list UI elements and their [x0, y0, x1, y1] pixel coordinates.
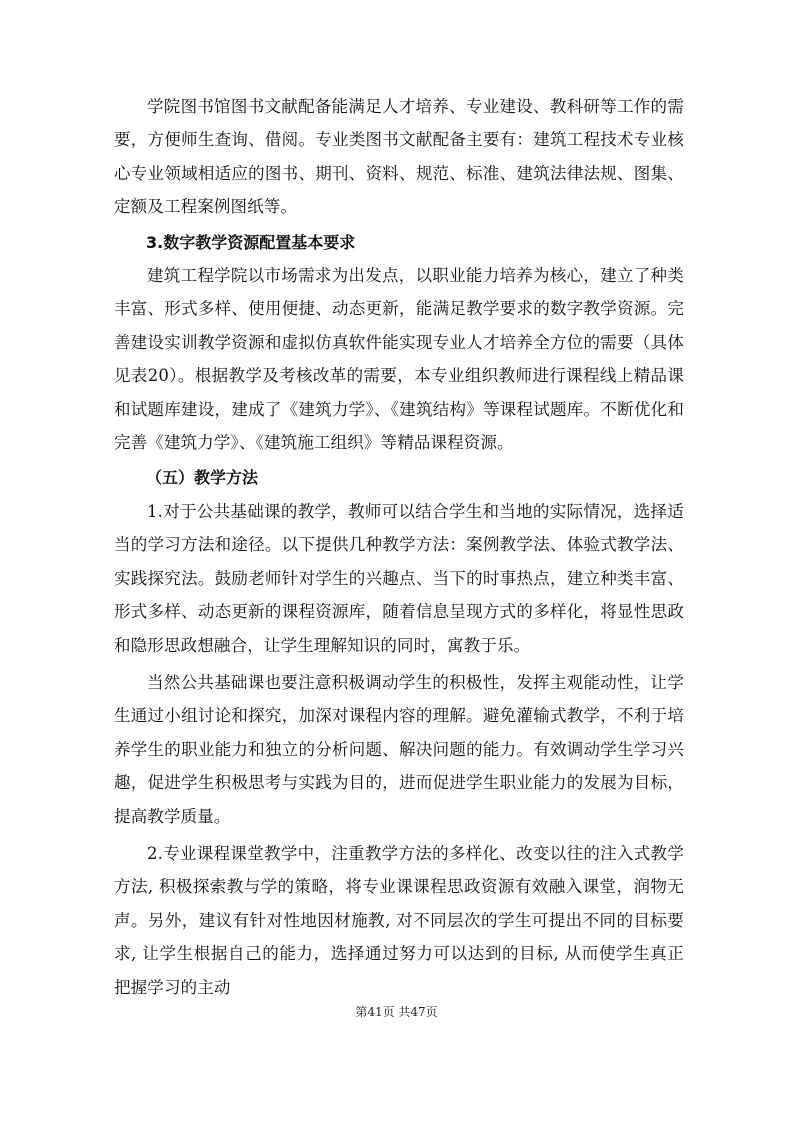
paragraph-digital-resources: 建筑工程学院以市场需求为出发点，以职业能力培养为核心，建立了种类丰富、形式多样、使用便捷、动态更新，能满足教学要求的数字教学资源。完善建设实训教学资源和虚拟仿真软件能实现专业人才培养全方位的需要（具体见表20）。根据教学及考核改革的需要，本专业组织教师进行课程线上精品课和试题库建设，建成了《建筑力学》、《建筑结构》等课程试题库。不断优化和完善《建筑力学》、《建筑施工组织》等精品课程资源。	[114, 266, 684, 453]
heading-digital-resources: 3.数字教学资源配置基本要求	[146, 232, 356, 252]
heading-teaching-methods: （五）教学方法	[146, 468, 259, 488]
paragraph-library-resources: 学院图书馆图书文献配备能满足人才培养、专业建设、教科研等工作的需要，方便师生查询、借阅。专业类图书文献配备主要有：建筑工程技术专业核心专业领域相适应的图书、期刊、资料、规范、标准、建筑法律法规、图集、定额及工程案例图纸等。	[114, 97, 684, 217]
document-body	[114, 90, 684, 1004]
paragraph-student-engagement: 当然公共基础课也要注意积极调动学生的积极性，发挥主观能动性，让学生通过小组讨论和探究，加深对课程内容的理解。避免灌输式教学，不利于培养学生的职业能力和独立的分析问题、解决问题的能力。有效调动学生学习兴趣，促进学生积极思考与实践为目的，进而促进学生职业能力的发展为目标，提高教学质量。	[114, 672, 684, 826]
page-number-footer: 第41页 共47页	[355, 1005, 438, 1019]
paragraph-public-course-methods: 1.对于公共基础课的教学，教师可以结合学生和当地的实际情况，选择适当的学习方法和途径。以下提供几种教学方法：案例教学法、体验式教学法、实践探究法。鼓励老师针对学生的兴趣点、当下的时事热点，建立种类丰富、形式多样、动态更新的课程资源库，随着信息呈现方式的多样化，将显性思政和隐形思政想融合，让学生理解知识的同时，寓教于乐。	[114, 501, 684, 655]
paragraph-professional-course-methods: 2.专业课程课堂教学中，注重教学方法的多样化、改变以往的注入式教学方法, 积极探索教与学的策略，将专业课课程思政资源有效融入课堂，润物无声。另外，建议有针对性地因材施教, 对不同层次的学生可提出不同的目标要求, 让学生根据自己的能力，选择通过努力可以达到的目标, 从而使学生真正把握学习的主动	[114, 843, 684, 997]
